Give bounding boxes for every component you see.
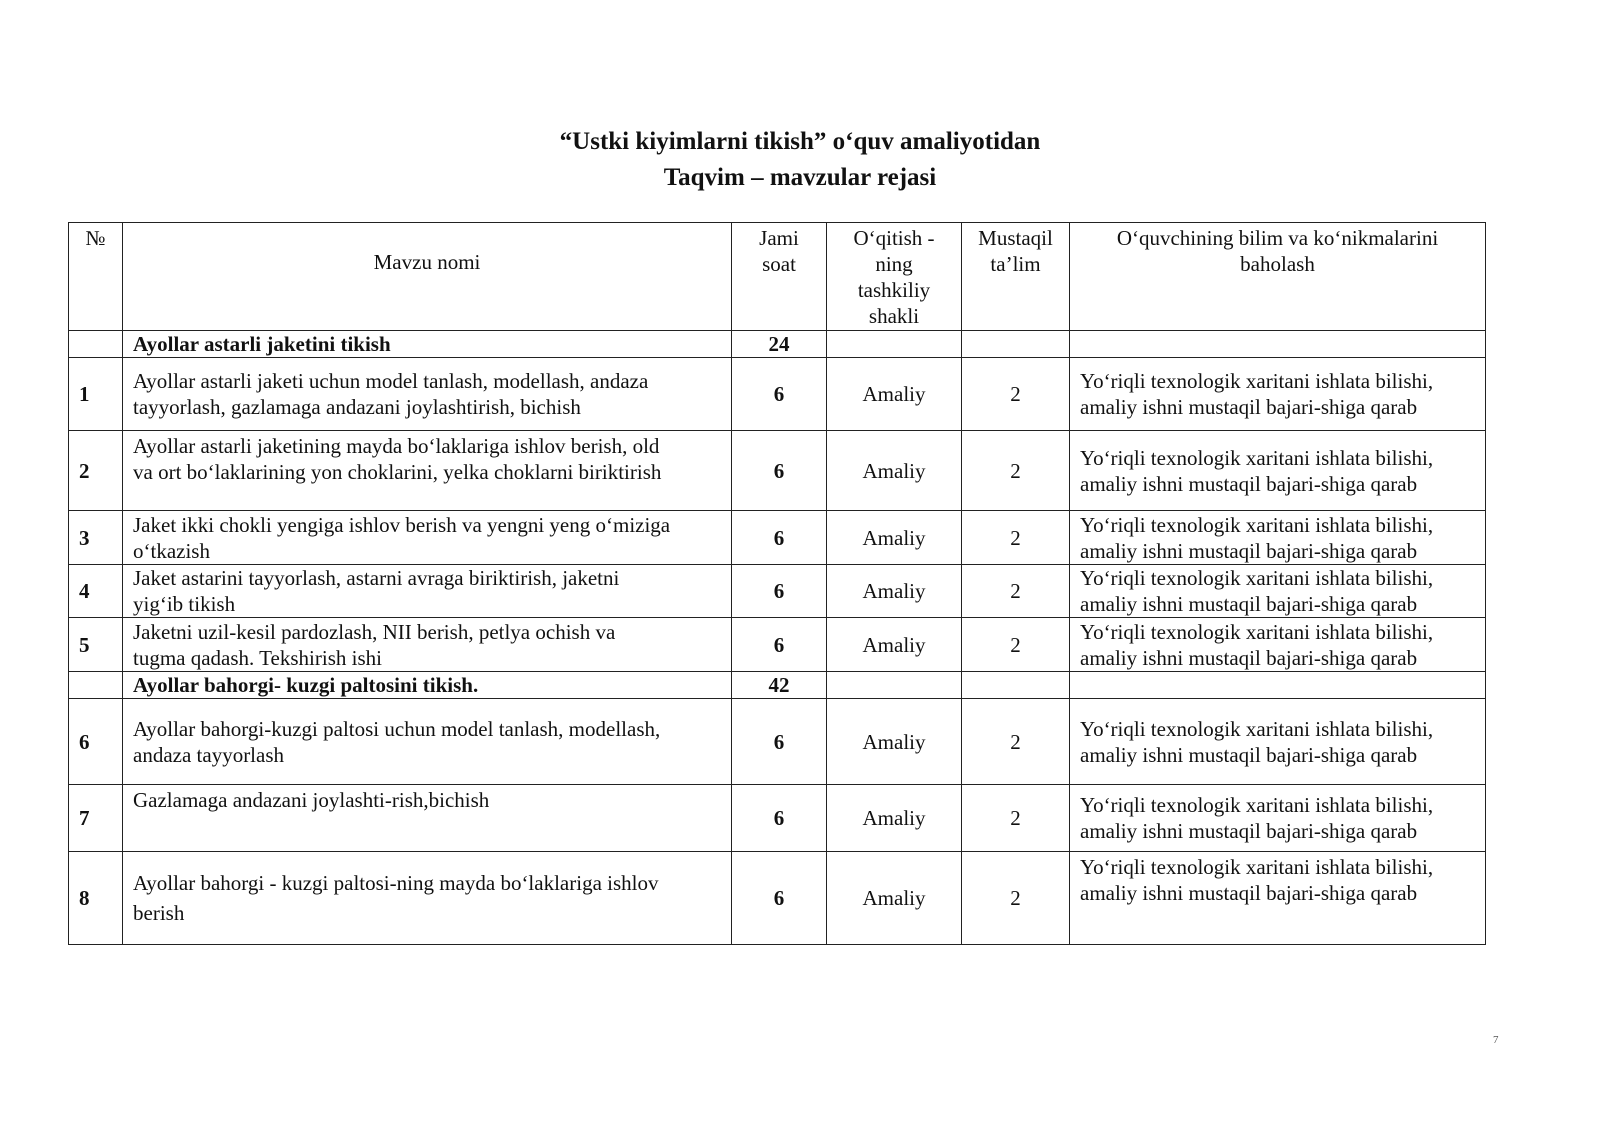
table-row (69, 511, 1486, 565)
row-form: Amaliy (827, 511, 962, 565)
row-topic: Jaketni uzil-kesil pardozlash, NII berish, petlya ochish va tugma qadash. Tekshirish ishi (123, 618, 732, 672)
section-title: Ayollar bahorgi- kuzgi paltosini tikish. (123, 672, 732, 699)
row-form: Amaliy (827, 358, 962, 431)
row-self-study: 2 (962, 852, 1070, 945)
row-topic: Ayollar bahorgi-kuzgi paltosi uchun model tanlash, modellash, andaza tayyorlash (123, 699, 732, 785)
row-topic: Ayollar bahorgi - kuzgi paltosi-ning mayda bo‘laklariga ishlov berish (123, 852, 732, 945)
row-form: Amaliy (827, 565, 962, 618)
row-self-study: 2 (962, 618, 1070, 672)
row-topic: Ayollar astarli jaketi uchun model tanlash, modellash, andaza tayyorlash, gazlamaga andazani joylashtirish, bichish (123, 358, 732, 431)
row-hours: 6 (732, 852, 827, 945)
table-row (69, 565, 1486, 618)
empty-cell (827, 331, 962, 358)
calendar-plan-table (68, 222, 1486, 945)
row-hours: 6 (732, 565, 827, 618)
row-number: 6 (69, 699, 123, 785)
row-hours: 6 (732, 618, 827, 672)
table-row (69, 431, 1486, 511)
document-title (0, 124, 1600, 196)
row-assessment: Yo‘riqli texnologik xaritani ishlata bilishi, amaliy ishni mustaqil bajari-shiga qarab (1070, 565, 1486, 618)
row-hours: 6 (732, 699, 827, 785)
section-number-cell (69, 672, 123, 699)
empty-cell (1070, 331, 1486, 358)
column-header-topic: Mavzu nomi (123, 223, 732, 331)
title-line-2: Taqvim – mavzular rejasi (663, 164, 937, 191)
column-header-assessment: O‘quvchining bilim va ko‘nikmalarini baholash (1070, 223, 1486, 331)
row-form: Amaliy (827, 699, 962, 785)
row-number: 3 (69, 511, 123, 565)
row-number: 2 (69, 431, 123, 511)
row-form: Amaliy (827, 431, 962, 511)
row-number: 4 (69, 565, 123, 618)
column-header-hours: Jami soat (732, 223, 827, 331)
row-number: 7 (69, 785, 123, 852)
row-assessment: Yo‘riqli texnologik xaritani ishlata bilishi, amaliy ishni mustaqil bajari-shiga qarab (1070, 699, 1486, 785)
row-hours: 6 (732, 785, 827, 852)
row-number: 8 (69, 852, 123, 945)
row-topic: Jaket ikki chokli yengiga ishlov berish va yengni yeng o‘miziga o‘tkazish (123, 511, 732, 565)
section-title: Ayollar astarli jaketini tikish (123, 331, 732, 358)
row-self-study: 2 (962, 785, 1070, 852)
row-self-study: 2 (962, 511, 1070, 565)
row-form: Amaliy (827, 618, 962, 672)
row-number: 5 (69, 618, 123, 672)
section-hours: 24 (732, 331, 827, 358)
row-topic: Ayollar astarli jaketining mayda bo‘laklariga ishlov berish, old va ort bo‘laklarining yon choklarini, yelka choklarni biriktirish (123, 431, 732, 511)
row-assessment: Yo‘riqli texnologik xaritani ishlata bilishi, amaliy ishni mustaqil bajari-shiga qarab (1070, 511, 1486, 565)
column-header-self-study: Mustaqil ta’lim (962, 223, 1070, 331)
row-self-study: 2 (962, 358, 1070, 431)
row-hours: 6 (732, 431, 827, 511)
row-form: Amaliy (827, 785, 962, 852)
row-self-study: 2 (962, 431, 1070, 511)
row-assessment: Yo‘riqli texnologik xaritani ishlata bilishi, amaliy ishni mustaqil bajari-shiga qarab (1070, 852, 1486, 945)
section-number-cell (69, 331, 123, 358)
table-header-row (69, 223, 1486, 331)
table-row (69, 852, 1486, 945)
row-self-study: 2 (962, 565, 1070, 618)
empty-cell (962, 331, 1070, 358)
column-header-form: O‘qitish - ning tashkiliy shakli (827, 223, 962, 331)
empty-cell (827, 672, 962, 699)
section-row (69, 331, 1486, 358)
row-assessment: Yo‘riqli texnologik xaritani ishlata bilishi, amaliy ishni mustaqil bajari-shiga qarab (1070, 431, 1486, 511)
title-line-1: “Ustki kiyimlarni tikish” o‘quv amaliyotidan (559, 128, 1041, 155)
table-row (69, 618, 1486, 672)
row-hours: 6 (732, 511, 827, 565)
table-row (69, 699, 1486, 785)
row-form: Amaliy (827, 852, 962, 945)
table-row (69, 785, 1486, 852)
row-self-study: 2 (962, 699, 1070, 785)
page-number: 7 (1493, 1034, 1499, 1046)
row-assessment: Yo‘riqli texnologik xaritani ishlata bilishi, amaliy ishni mustaqil bajari-shiga qarab (1070, 618, 1486, 672)
row-number: 1 (69, 358, 123, 431)
row-topic: Jaket astarini tayyorlash, astarni avraga biriktirish, jaketni yig‘ib tikish (123, 565, 732, 618)
row-topic: Gazlamaga andazani joylashti-rish,bichish (123, 785, 732, 852)
empty-cell (962, 672, 1070, 699)
section-hours: 42 (732, 672, 827, 699)
table-row (69, 358, 1486, 431)
row-assessment: Yo‘riqli texnologik xaritani ishlata bilishi, amaliy ishni mustaqil bajari-shiga qarab (1070, 785, 1486, 852)
section-row (69, 672, 1486, 699)
empty-cell (1070, 672, 1486, 699)
column-header-number: № (69, 223, 123, 331)
row-assessment: Yo‘riqli texnologik xaritani ishlata bilishi, amaliy ishni mustaqil bajari-shiga qarab (1070, 358, 1486, 431)
row-hours: 6 (732, 358, 827, 431)
